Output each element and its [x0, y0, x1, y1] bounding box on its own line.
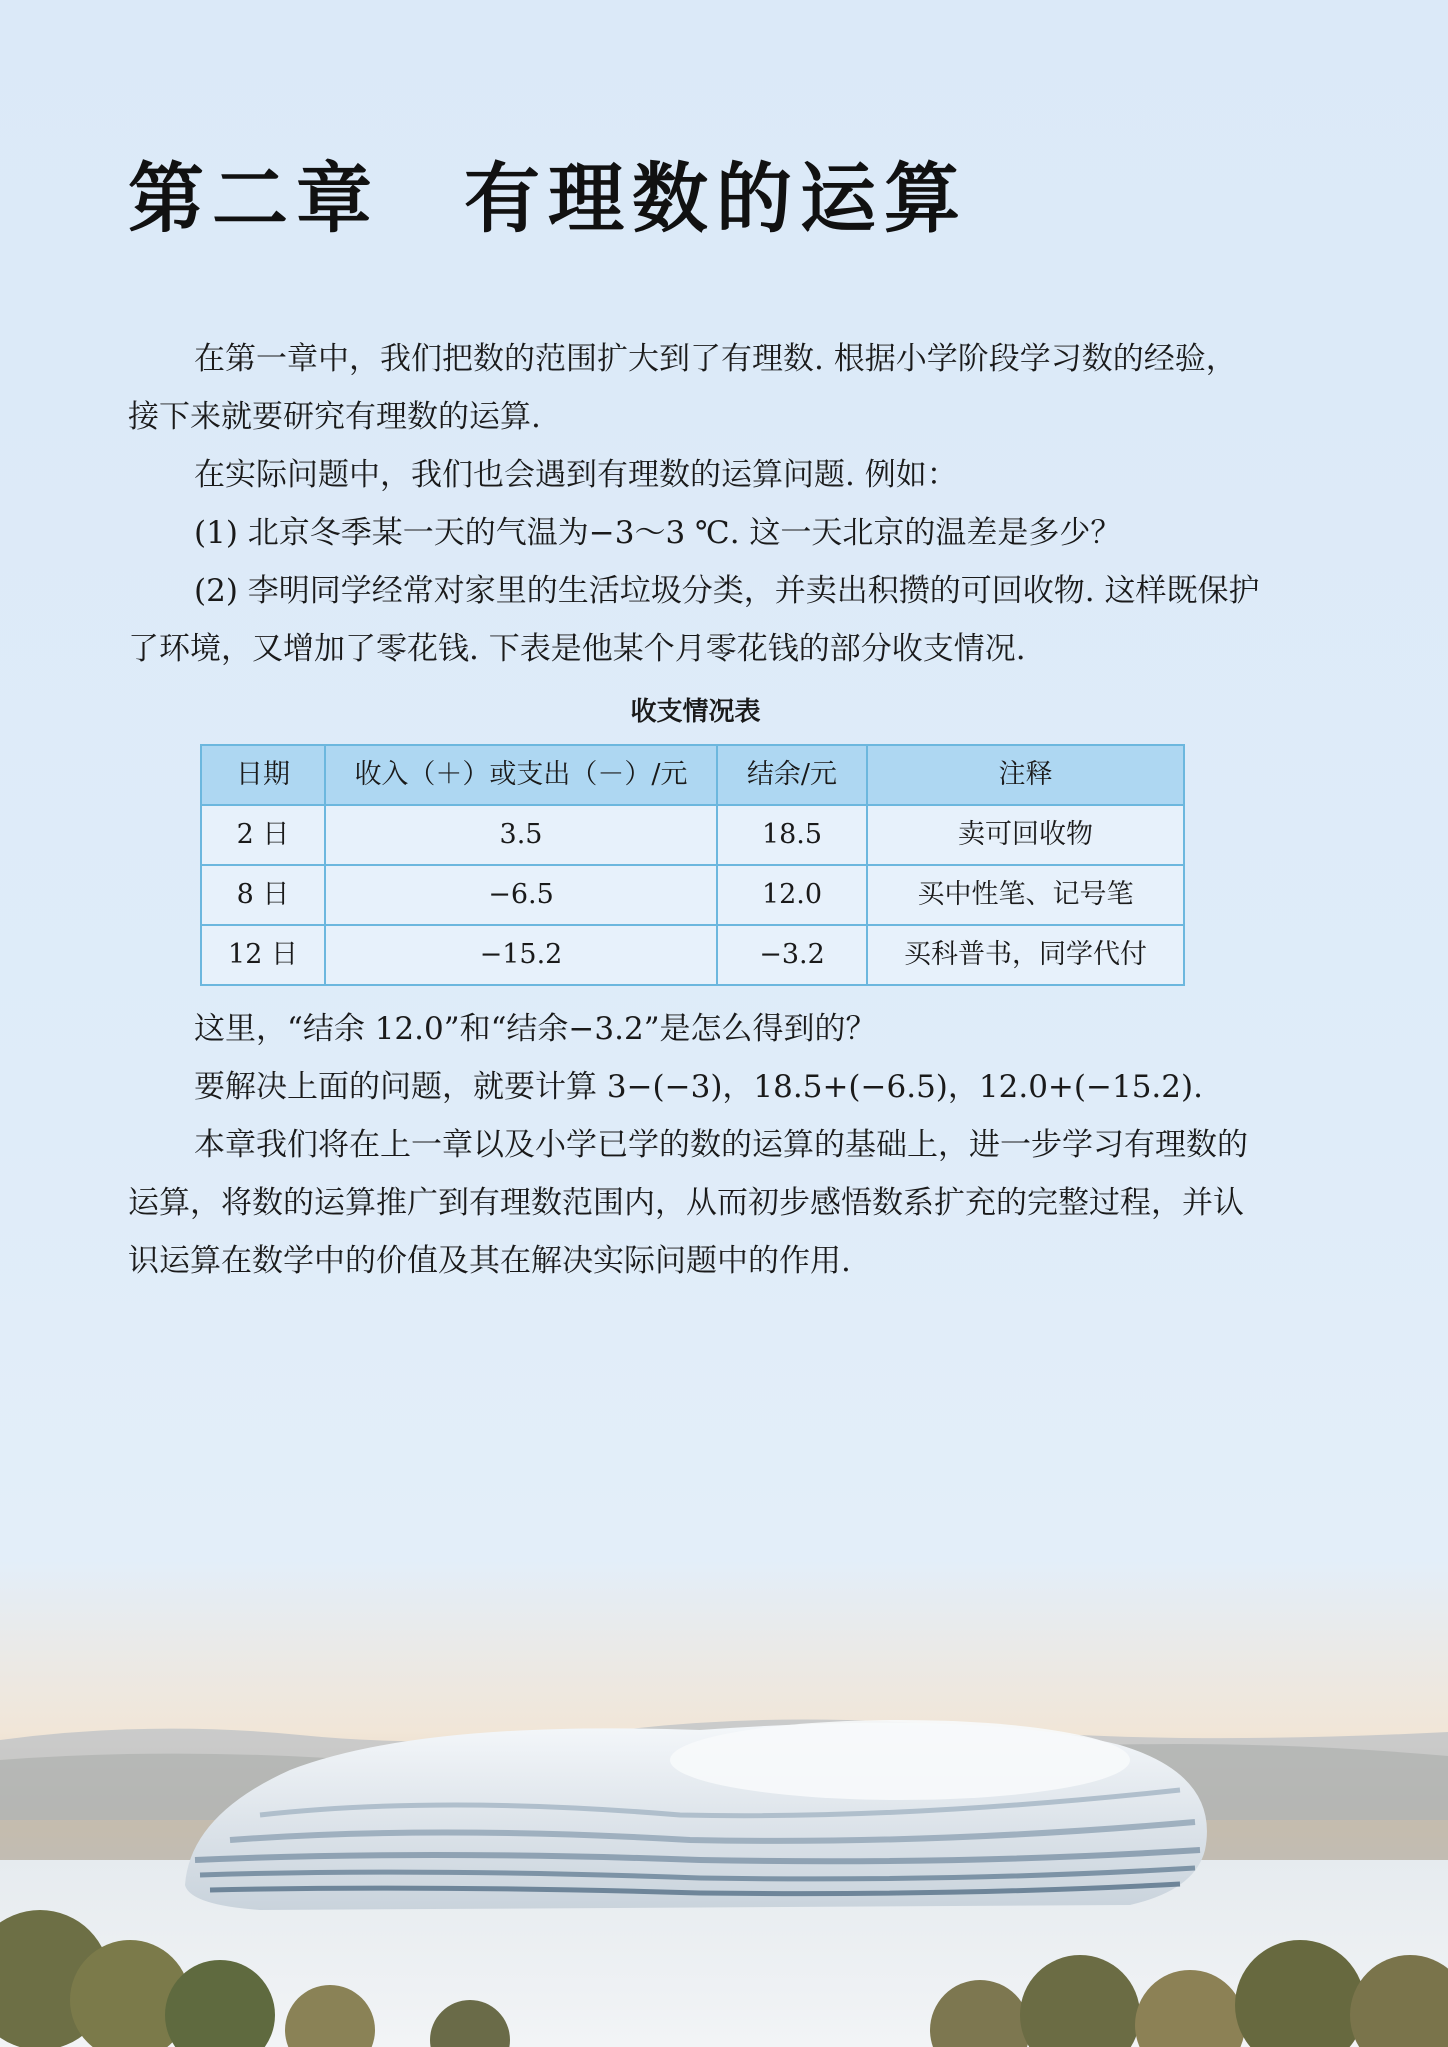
table-caption: 收支情况表 — [630, 697, 761, 727]
table-cell: −3.2 — [717, 925, 867, 985]
table-cell: 卖可回收物 — [867, 805, 1184, 865]
column-header: 结余/元 — [717, 745, 867, 805]
table-cell: −15.2 — [325, 925, 717, 985]
table-cell: 8 日 — [201, 865, 325, 925]
table-row — [201, 925, 1184, 985]
paragraph: (2) 李明同学经常对家里的生活垃圾分类，并卖出积攒的可回收物. 这样既保护了环境，又增加了零花钱. 下表是他某个月零花钱的部分收支情况. — [128, 573, 1260, 667]
table-cell: 18.5 — [717, 805, 867, 865]
table-row — [201, 805, 1184, 865]
table-cell: 12.0 — [717, 865, 867, 925]
chapter-intro — [128, 330, 1263, 1290]
paragraph: (1) 北京冬季某一天的气温为−3～3 ℃. 这一天北京的温差是多少？ — [194, 515, 1122, 551]
table-cell: 买中性笔、记号笔 — [867, 865, 1184, 925]
column-header: 注释 — [867, 745, 1184, 805]
table-header-row — [201, 745, 1184, 805]
stadium-landscape-illustration — [0, 1560, 1448, 2047]
paragraph: 这里，“结余 12.0”和“结余−3.2”是怎么得到的？ — [194, 1011, 877, 1047]
paragraph: 在第一章中，我们把数的范围扩大到了有理数. 根据小学阶段学习数的经验，接下来就要研究有理数的运算. — [128, 341, 1237, 435]
income-expense-table — [200, 744, 1185, 986]
table-cell: 3.5 — [325, 805, 717, 865]
table-cell: −6.5 — [325, 865, 717, 925]
paragraph: 在实际问题中，我们也会遇到有理数的运算问题. 例如： — [194, 457, 958, 493]
table-cell: 12 日 — [201, 925, 325, 985]
table-cell: 2 日 — [201, 805, 325, 865]
column-header: 日期 — [201, 745, 325, 805]
table-cell: 买科普书，同学代付 — [867, 925, 1184, 985]
column-header: 收入（＋）或支出（－）/元 — [325, 745, 717, 805]
paragraph: 要解决上面的问题，就要计算 3−(−3)，18.5+(−6.5)，12.0+(−15.2). — [194, 1069, 1203, 1105]
table-row — [201, 865, 1184, 925]
paragraph: 本章我们将在上一章以及小学已学的数的运算的基础上，进一步学习有理数的运算，将数的运算推广到有理数范围内，从而初步感悟数系扩充的完整过程，并认识运算在数学中的价值及其在解决实际问题中的作用. — [128, 1127, 1248, 1279]
page-title: 第二章 有理数的运算 — [128, 154, 968, 243]
